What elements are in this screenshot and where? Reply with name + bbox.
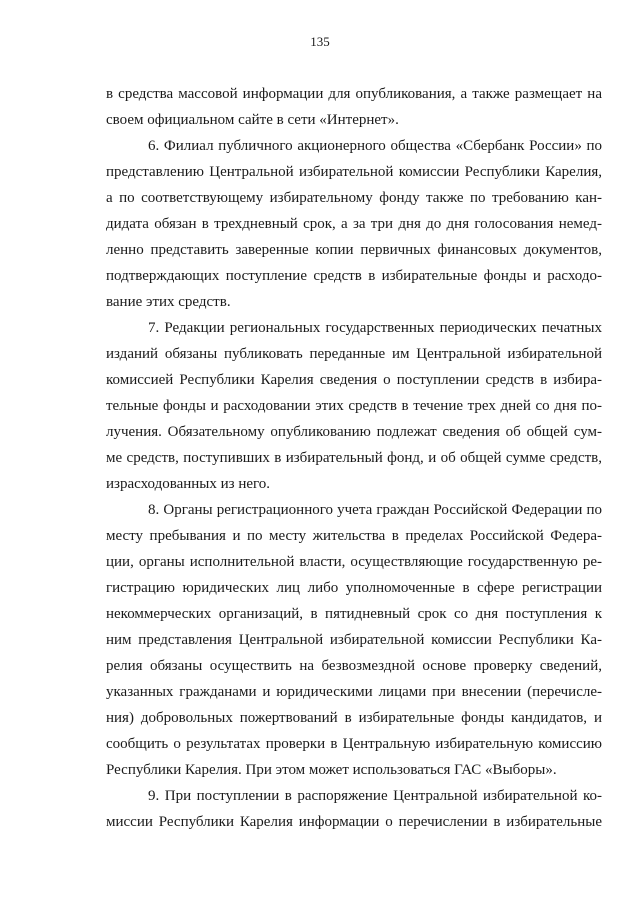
text-line: изданий обязаны публиковать переданные им Центральной избирательной (106, 346, 602, 362)
text-line: дидата обязан в трехдневный срок, а за три дня до дня голосования немед- (106, 216, 602, 232)
text-line: ним представления Центральной избирательной комиссии Республики Ка- (106, 632, 602, 648)
paragraph-start-line: 9. При поступлении в распоряжение Центральной избирательной ко- (148, 788, 602, 804)
text-line: ции, органы исполнительной власти, осуществляющие государственную ре- (106, 554, 602, 570)
text-line: представлению Центральной избирательной комиссии Республики Карелия, (106, 164, 602, 180)
text-line: ме средств, поступивших в избирательный фонд, и об общей сумме средств, (106, 450, 602, 466)
text-line: ния) добровольных пожертвований в избирательные фонды кандидатов, и (106, 710, 602, 726)
text-line: Республики Карелия. При этом может использоваться ГАС «Выборы». (106, 762, 557, 778)
text-line: сообщить о результатах проверки в Центральную избирательную комиссию (106, 736, 602, 752)
paragraph-start-line: 7. Редакции региональных государственных периодических печатных (148, 320, 602, 336)
paragraph-start-line: 8. Органы регистрационного учета граждан Российской Федерации по (148, 502, 602, 518)
text-line: месту пребывания и по месту жительства в пределах Российской Федера- (106, 528, 602, 544)
page-number: 135 (310, 34, 330, 49)
text-line: некоммерческих организаций, в пятидневный срок со дня поступления к (106, 606, 602, 622)
text-line: израсходованных из него. (106, 476, 271, 492)
text-line: тельные фонды и расходовании этих средств в течение трех дней со дня по- (106, 398, 602, 414)
text-line: указанных гражданами и юридическими лицами при внесении (перечисле- (106, 684, 602, 700)
text-line: миссии Республики Карелия информации о перечислении в избирательные (106, 814, 602, 830)
text-line: лучения. Обязательному опубликованию подлежат сведения об общей сум- (106, 424, 602, 440)
text-line: своем официальном сайте в сети «Интернет». (106, 112, 399, 128)
paragraph-start-line: 6. Филиал публичного акционерного общества «Сбербанк России» по (148, 138, 602, 154)
text-line: вание этих средств. (106, 294, 231, 310)
text-line: ленно представить заверенные копии первичных финансовых документов, (106, 242, 602, 258)
text-line: подтверждающих поступление средств в избирательные фонды и расходо- (106, 268, 602, 284)
text-line: а по соответствующему избирательному фонду также по требованию кан- (106, 190, 602, 206)
text-line: гистрацию юридических лиц либо уполномоченные в сфере регистрации (106, 580, 602, 596)
text-line: в средства массовой информации для опубликования, а также размещает на (106, 86, 602, 102)
text-line: комиссией Республики Карелия сведения о поступлении средств в избира- (106, 372, 602, 388)
text-line: релия обязаны осуществить на безвозмездной основе проверку сведений, (106, 658, 602, 674)
